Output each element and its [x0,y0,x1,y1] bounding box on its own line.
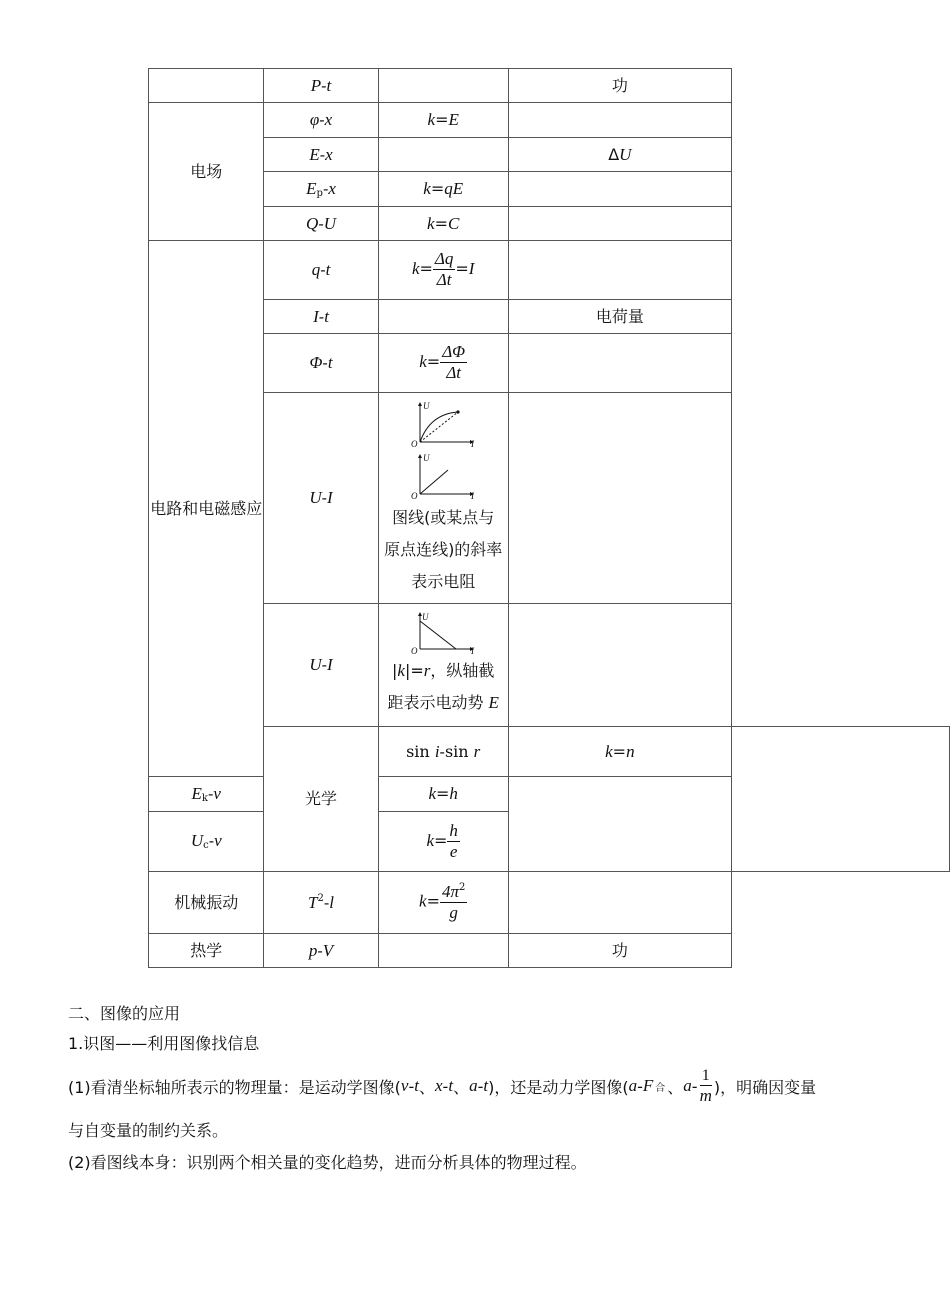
area-meaning-cell [508,207,731,241]
slope-cell [378,604,508,727]
area-meaning-cell [508,334,731,393]
graph-type-cell: U-I [264,604,378,727]
point-heading: 1.识图——利用图像找信息 [68,1034,260,1053]
svg-text:I: I [471,439,475,448]
group-cell-electric-field: 电场 [149,103,264,241]
graph-type-cell: Uc-ν [149,812,264,872]
table-row [149,934,950,968]
svg-text:I: I [471,491,475,500]
area-meaning-cell [508,103,731,138]
slope-cell: k= $\frac{\Delta\Phi}{\Delta t}$ [378,334,508,393]
slope-cell [378,69,508,103]
area-meaning-cell: ΔU [508,138,731,172]
area-meaning-cell: 功 [508,934,731,968]
table-row [149,103,950,138]
paragraph-2: (2)看图线本身：识别两个相关量的变化趋势，进而分析具体的物理过程。 [68,1153,587,1172]
table-row [149,393,950,604]
section-heading: 二、图像的应用 [68,1004,181,1023]
table-row [149,604,950,727]
area-meaning-cell [508,393,731,604]
area-meaning-cell: 功 [508,69,731,103]
table-row [149,69,950,103]
table-row [149,138,950,172]
slope-cell [378,300,508,334]
slope-cell: k=qE [378,172,508,207]
graph-type-cell: Q-U [264,207,378,241]
table-row [149,172,950,207]
area-meaning-cell [508,241,731,300]
area-meaning-cell [731,727,949,872]
slope-cell: k=C [378,207,508,241]
svg-text:U: U [423,401,430,411]
graph-type-cell: Φ-t [264,334,378,393]
slope-cell: k=E [378,103,508,138]
svg-text:O: O [411,646,418,655]
ui-curve-graph [408,400,478,448]
svg-text:U: U [422,612,429,622]
graph-type-cell: q-t [264,241,378,300]
graph-type-cell: Ep-x [264,172,378,207]
slope-cell [378,393,508,604]
physics-graph-table [148,68,950,968]
area-meaning-cell: 电荷量 [508,300,731,334]
graph-type-cell: $T^2-l$ [264,872,378,934]
ui-emf-description: |k|=r，纵轴截 距表示电动势 E [387,661,499,712]
table-row [149,300,950,334]
paragraph-1: (1)看清坐标轴所表示的物理量：是运动学图像( v - t 、 x - t 、 a - t )，还是动力学图像( a - F 合 、 a - $\frac{1}{m}$ )，明确因变量 [68,1067,817,1105]
svg-text:O: O [411,439,418,448]
slope-cell: k= $\frac{4\pi^2}{g}$ [378,872,508,934]
slope-cell: k=n [508,727,731,777]
graph-type-cell: φ-x [264,103,378,138]
area-meaning-cell [508,604,731,727]
table-row [149,241,950,300]
table-row [149,727,950,777]
graph-type-cell: U-I [264,393,378,604]
graph-type-cell: p-V [264,934,378,968]
svg-text:I: I [471,646,475,655]
svg-text:U: U [423,453,430,463]
graph-type-cell: E-x [264,138,378,172]
group-cell-circuit: 电路和电磁感应 [149,241,264,777]
graph-type-cell: P-t [264,69,378,103]
table-row [149,872,950,934]
slope-cell: k= $\frac{h}{e}$ [378,812,508,872]
group-cell-empty [149,69,264,103]
graph-type-cell: Ek-ν [149,777,264,812]
graph-type-cell: I-t [264,300,378,334]
graph-type-cell: sin i-sin r [378,727,508,777]
slope-cell: k= $\frac{\Delta q}{\Delta t}$ =I [378,241,508,300]
group-cell-thermal: 热学 [149,934,264,968]
slope-cell [378,934,508,968]
table-row [149,207,950,241]
paragraph-1-continued: 与自变量的制约关系。 [68,1121,229,1140]
svg-text:O: O [411,491,418,500]
ui-resistance-description: 图线(或某点与 原点连线)的斜率 表示电阻 [384,508,503,591]
slope-cell: k=h [378,777,508,812]
group-cell-mechanical: 机械振动 [149,872,264,934]
group-cell-optics: 光学 [264,727,378,872]
slope-cell [378,138,508,172]
ui-line-graph [408,452,478,500]
area-meaning-cell [508,872,731,934]
table-row [149,334,950,393]
ui-source-graph [408,611,478,655]
area-meaning-cell [508,172,731,207]
